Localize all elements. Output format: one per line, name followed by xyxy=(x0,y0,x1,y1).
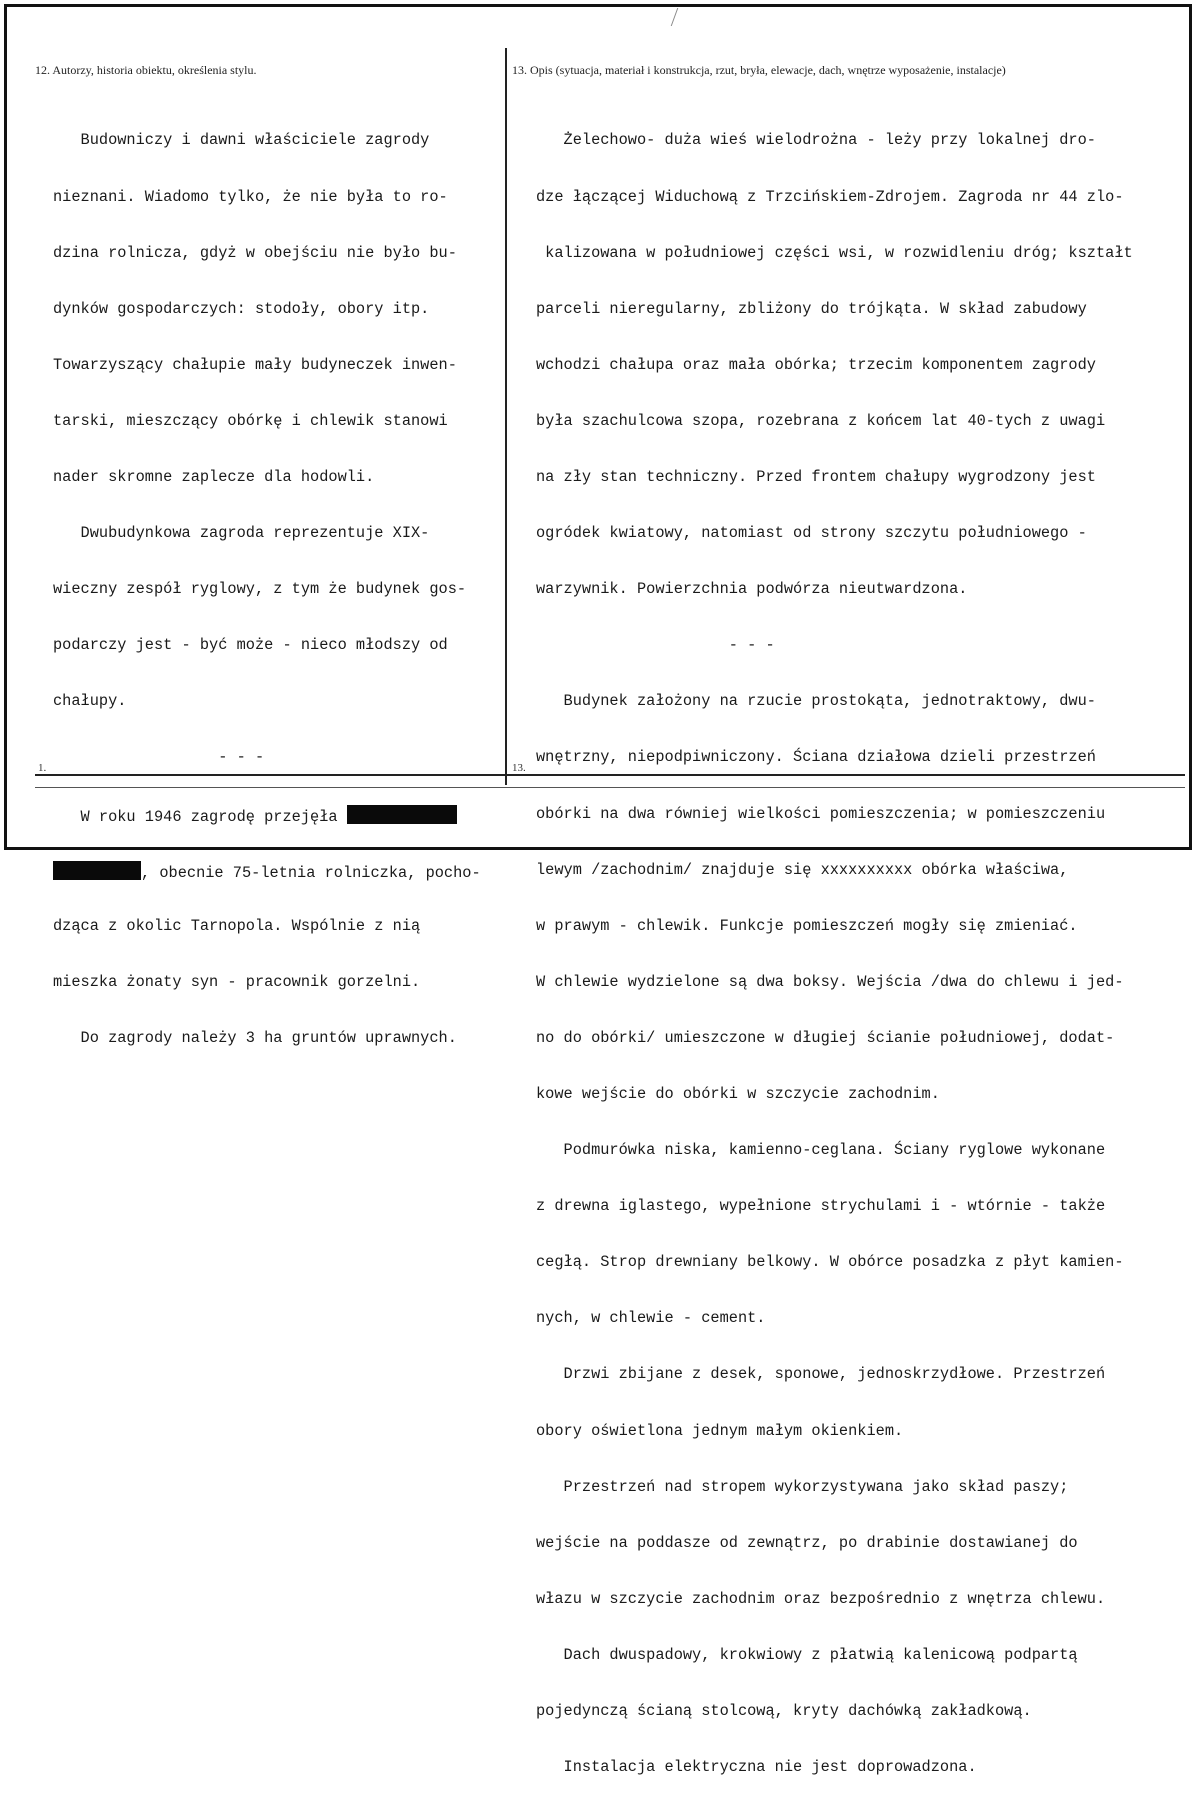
description-line: Drzwi zbijane z desek, sponowe, jednoskrzydłowe. Przestrzeń xyxy=(536,1365,1106,1384)
description-line: kalizowana w południowej części wsi, w rozwidleniu dróg; kształt xyxy=(536,243,1133,262)
description-line: W chlewie wydzielone są dwa boksy. Wejścia /dwa do chlewu i jed- xyxy=(536,972,1124,991)
history-line: chałupy. xyxy=(53,692,127,711)
description-line: pojedynczą ścianą stolcową, kryty dachówką zakładkową. xyxy=(536,1702,1032,1721)
description-line: dze łączącej Widuchową z Trzcińskiem-Zdrojem. Zagroda nr 44 zlo- xyxy=(536,187,1124,206)
history-line: W roku 1946 zagrodę przejęła xyxy=(53,807,347,826)
description-line: na zły stan techniczny. Przed frontem chałupy wygrodzony jest xyxy=(536,467,1096,486)
history-line: Dwubudynkowa zagroda reprezentuje XIX- xyxy=(53,524,430,543)
divider-tick xyxy=(505,775,507,785)
description-line: była szachulcowa szopa, rozebrana z końcem lat 40-tych z uwagi xyxy=(536,411,1106,430)
description-line: Żelechowo- duża wieś wielodrożna - leży przy lokalnej dro- xyxy=(536,131,1096,150)
description-line: wchodzi chałupa oraz mała obórka; trzecim komponentem zagrody xyxy=(536,355,1096,374)
column-divider xyxy=(505,48,507,783)
redaction-block xyxy=(347,805,457,824)
description-line: Instalacja elektryczna nie jest doprowadzona. xyxy=(536,1758,977,1777)
footer-left-label: 1. xyxy=(38,762,47,774)
history-line: Budowniczy i dawni właściciele zagrody xyxy=(53,131,430,150)
section-separator: - - - xyxy=(53,748,265,767)
description-line: wejście na poddasze od zewnątrz, po drabinie dostawianej do xyxy=(536,1533,1078,1552)
history-line: Do zagrody należy 3 ha gruntów uprawnych. xyxy=(53,1028,457,1047)
redaction-block xyxy=(53,861,141,880)
history-line: podarczy jest - być może - nieco młodszy od xyxy=(53,636,448,655)
description-line: no do obórki/ umieszczone w długiej ścianie południowej, dodat- xyxy=(536,1028,1115,1047)
description-line: z drewna iglastego, wypełnione strychulami i - wtórnie - także xyxy=(536,1197,1106,1216)
description-line: cegłą. Strop drewniany belkowy. W obórce posadzka z płyt kamien- xyxy=(536,1253,1124,1272)
history-line: wieczny zespół ryglowy, z tym że budynek gos- xyxy=(53,580,467,599)
history-line: Towarzyszący chałupie mały budyneczek inwen- xyxy=(53,355,457,374)
description-line: obory oświetlona jednym małym okienkiem. xyxy=(536,1421,904,1440)
history-line: tarski, mieszczący obórkę i chlewik stanowi xyxy=(53,411,448,430)
history-line: dynków gospodarczych: stodoły, obory itp. xyxy=(53,299,430,318)
history-line: nieznani. Wiadomo tylko, że nie była to ro- xyxy=(53,187,448,206)
history-line-with-redaction xyxy=(53,861,481,880)
section-13-header: 13. Opis (sytuacja, materiał i konstrukcja, rzut, bryła, elewacje, dach, wnętrze wyposażenie, instalacje) xyxy=(512,63,1006,77)
history-line: dzina rolnicza, gdyż w obejściu nie było bu- xyxy=(53,243,457,262)
description-line: lewym /zachodnim/ znajduje się xxxxxxxxxx obórka właściwa, xyxy=(536,860,1069,879)
description-line: kowe wejście do obórki w szczycie zachodnim. xyxy=(536,1085,940,1103)
description-line: ogródek kwiatowy, natomiast od strony szczytu południowego - xyxy=(536,524,1087,543)
history-line-with-redaction xyxy=(53,805,481,824)
description-line: w prawym - chlewik. Funkcje pomieszczeń mogły się zmieniać. xyxy=(536,916,1078,935)
history-text xyxy=(53,94,481,1066)
description-line: obórki na dwa równiej wielkości pomieszczenia; w pomieszczeniu xyxy=(536,804,1106,823)
description-line: wnętrzny, niepodpiwniczony. Ściana działowa dzieli przestrzeń xyxy=(536,748,1096,767)
section-separator: - - - xyxy=(536,636,775,655)
history-line: dząca z okolic Tarnopola. Wspólnie z nią xyxy=(53,916,421,935)
description-line: parceli nieregularny, zbliżony do trójkąta. W skład zabudowy xyxy=(536,299,1087,318)
description-text xyxy=(536,94,1133,1796)
description-line: Budynek założony na rzucie prostokąta, jednotraktowy, dwu- xyxy=(536,692,1096,711)
description-line: Dach dwuspadowy, krokwiowy z płatwią kalenicową podpartą xyxy=(536,1645,1078,1664)
description-line: warzywnik. Powierzchnia podwórza nieutwardzona. xyxy=(536,580,968,599)
history-line: nader skromne zaplecze dla hodowli. xyxy=(53,467,375,486)
description-line: nych, w chlewie - cement. xyxy=(536,1309,766,1328)
footer-right-label: 13. xyxy=(512,762,526,774)
history-line: , obecnie 75-letnia rolniczka, pocho- xyxy=(141,863,481,882)
description-line: Podmurówka niska, kamienno-ceglana. Ściany ryglowe wykonane xyxy=(536,1141,1106,1160)
description-line: Przestrzeń nad stropem wykorzystywana jako skład paszy; xyxy=(536,1477,1069,1496)
description-line: włazu w szczycie zachodnim oraz bezpośrednio z wnętrza chlewu. xyxy=(536,1589,1106,1608)
history-line: mieszka żonaty syn - pracownik gorzelni. xyxy=(53,972,421,991)
section-12-header: 12. Autorzy, historia obiektu, określenia stylu. xyxy=(35,63,257,77)
